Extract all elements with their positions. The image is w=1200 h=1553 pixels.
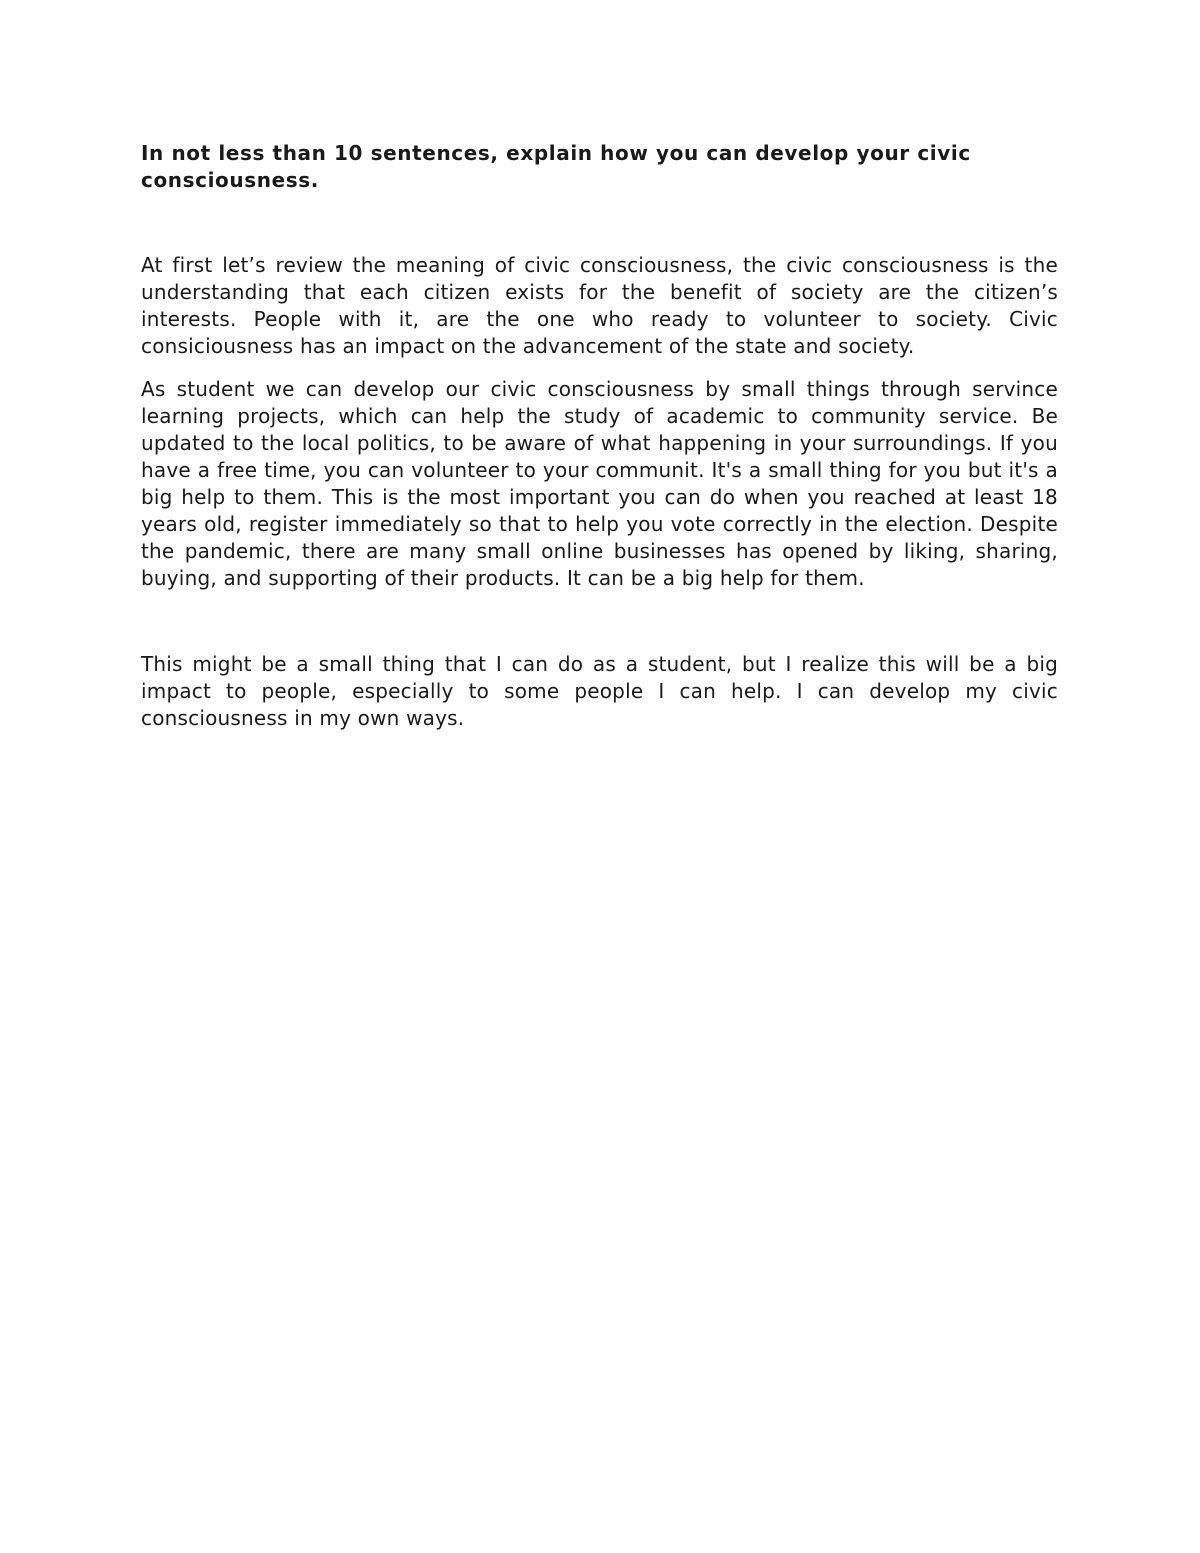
question-heading: In not less than 10 sentences, explain how you can develop your civic consciousness.	[141, 141, 971, 192]
paragraph-conclusion: This might be a small thing that I can do as a student, but I realize this will be a big impact to people, especially to some people I can help. I can develop my civic consciousness in my own ways.	[141, 652, 1058, 730]
paragraph-definition: At first let’s review the meaning of civic consciousness, the civic consciousness is the understanding that each citizen exists for the benefit of society are the citizen’s interests. People with it, are the one who ready to volunteer to society. Civic consiciousness has an impact on the advancement of the state and society.	[141, 253, 1058, 358]
paragraph-student-actions: As student we can develop our civic consciousness by small things through servince learning projects, which can help the study of academic to community service. Be updated to the local politics, to be aware of what happening in your surroundings. If you have a free time, you can volunteer to your communit. It's a small thing for you but it's a big help to them. This is the most important you can do when you reached at least 18 years old, register immediately so that to help you vote correctly in the election. Despite the pandemic, there are many small online businesses has opened by liking, sharing, buying, and supporting of their products. It can be a big help for them.	[141, 377, 1058, 590]
document-body	[141, 140, 1058, 732]
